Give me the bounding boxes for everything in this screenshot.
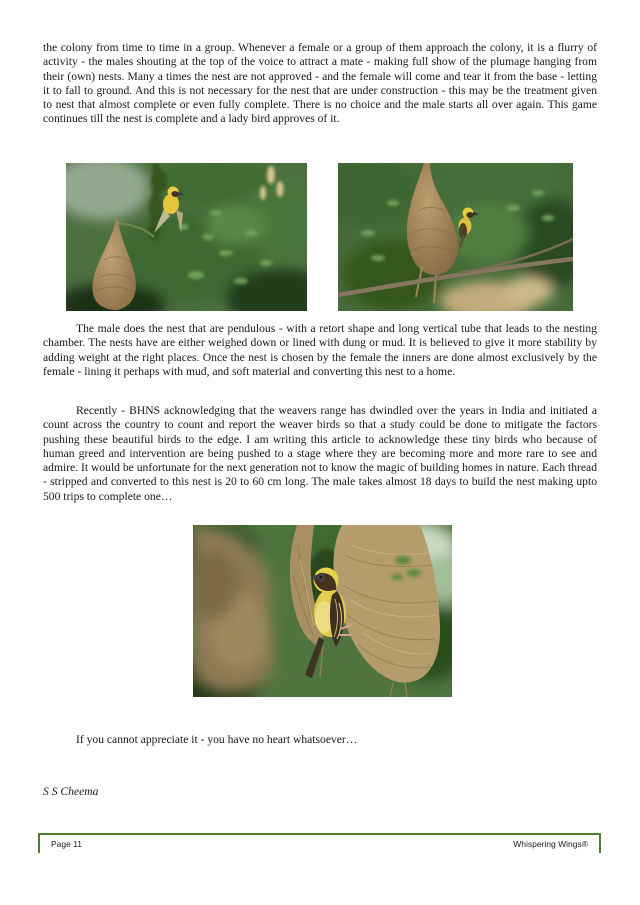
photo-weaver-flying-at-nest (66, 163, 307, 311)
weaver-photo-right-graphic (338, 163, 573, 311)
paragraph-bhns-count: Recently - BHNS acknowledging that the weavers range has dwindled over the years in India and initiated a count across the country to count and report the weaver birds so that a study could be done to mitigate the factors pushing these beautiful birds to the edge. I am writing this article to acknowledge these tiny birds who because of human greed and intervention are being pushed to a stage where they are becoming more and more rare to see and admire. It would be unfortunate for the next generation not to know the magic of building homes in nature. Each thread - stripped and converted to this nest is 20 to 60 cm long. The male takes almost 18 days to build the nest making upto 500 trips to complete one… (43, 404, 597, 503)
author-signature: S S Cheema (43, 785, 99, 798)
closing-quote: If you cannot appreciate it - you have no heart whatsoever… (76, 733, 358, 746)
page-number: Page 11 (51, 839, 83, 849)
page-footer (38, 833, 601, 853)
photo-weaver-on-nest (338, 163, 573, 311)
paragraph-nest-structure: The male does the nest that are pendulous - with a retort shape and long vertical tube that leads to the nesting chamber. The nests have are either weighed down or lined with dung or mud. It is believed to give it more stability by adding weight at the right places. Once the nest is chosen by the female the inners are done almost exclusively by the female - lining it perhaps with mud, and soft material and converting this nest to a home. (43, 322, 597, 378)
photo-weaver-closeup (193, 525, 452, 697)
weaver-photo-left-graphic (66, 163, 307, 311)
brand-name: Whispering Wings® (513, 839, 588, 849)
weaver-photo-center-graphic (193, 525, 452, 697)
paragraph-colony-activity: the colony from time to time in a group. Whenever a female or a group of them approach the colony, it is a flurry of activity - the males shouting at the top of the voice to attract a mate - making full show of the plumage hanging from their (own) nests. Many a times the nest are not approved - and the female will come and tear it from the base - letting it to fall to ground. And this is not necessary for the nest that are under construction - this may be the treatment given to nest that almost complete or even fully complete. There is no choice and the male starts all over again. This game continues till the nest is complete and a lady bird approves of it. (43, 41, 597, 126)
